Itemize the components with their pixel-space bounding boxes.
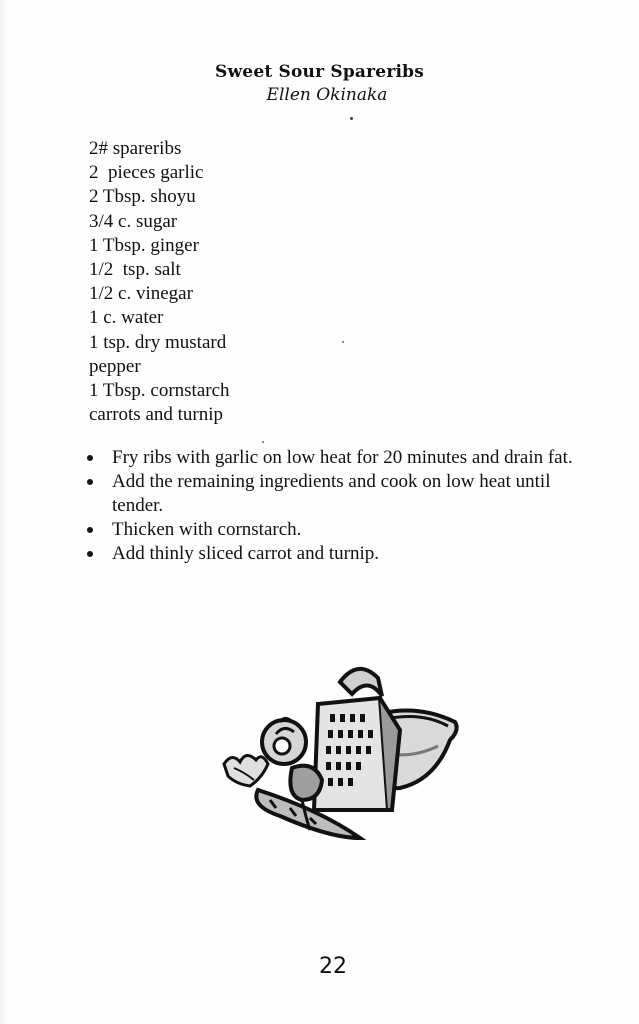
ingredient-item: 2 pieces garlic — [89, 162, 204, 184]
print-speck — [262, 441, 264, 443]
ingredient-item: 3/4 c. sugar — [89, 210, 178, 232]
ingredient-list — [89, 137, 230, 427]
ingredient-item: 1 Tbsp. ginger — [89, 234, 199, 256]
grater-vegetables-bowl-icon — [210, 660, 472, 855]
instruction-step — [87, 542, 587, 566]
tomato-icon — [262, 718, 306, 764]
recipe-author: Ellen Okinaka — [266, 85, 388, 105]
instruction-text: Add the remaining ingredients and cook on low heat until tender. — [112, 471, 551, 516]
ingredient-item: pepper — [89, 355, 141, 377]
ingredient-item: 1/2 tsp. salt — [89, 259, 181, 281]
ingredient-item: 2# spareribs — [89, 138, 182, 159]
instruction-step — [87, 446, 587, 470]
bullet-icon — [87, 455, 93, 461]
instruction-text: Fry ribs with garlic on low heat for 20 minutes and drain fat. — [112, 447, 573, 468]
ingredient-item: carrots and turnip — [89, 404, 224, 426]
instruction-step — [87, 518, 587, 542]
instruction-step — [87, 470, 587, 518]
bullet-icon — [87, 479, 93, 485]
ingredient-item: 2 Tbsp. shoyu — [89, 186, 196, 208]
ingredient-item: 1 tsp. dry mustard — [89, 331, 227, 353]
bullet-icon — [87, 527, 93, 533]
instruction-list — [87, 446, 587, 566]
page-number: 22 — [319, 954, 347, 979]
recipe-title: Sweet Sour Spareribs — [215, 62, 424, 82]
instruction-text: Add thinly sliced carrot and turnip. — [112, 543, 379, 564]
ingredient-item: 1 c. water — [89, 307, 164, 329]
ingredient-item: 1 Tbsp. cornstarch — [89, 380, 230, 402]
instruction-text: Thicken with cornstarch. — [112, 519, 302, 540]
print-speck — [350, 117, 353, 120]
bullet-icon — [87, 551, 93, 557]
print-speck — [342, 341, 344, 343]
grater-icon — [314, 669, 400, 810]
ingredient-item: 1/2 c. vinegar — [89, 283, 193, 305]
